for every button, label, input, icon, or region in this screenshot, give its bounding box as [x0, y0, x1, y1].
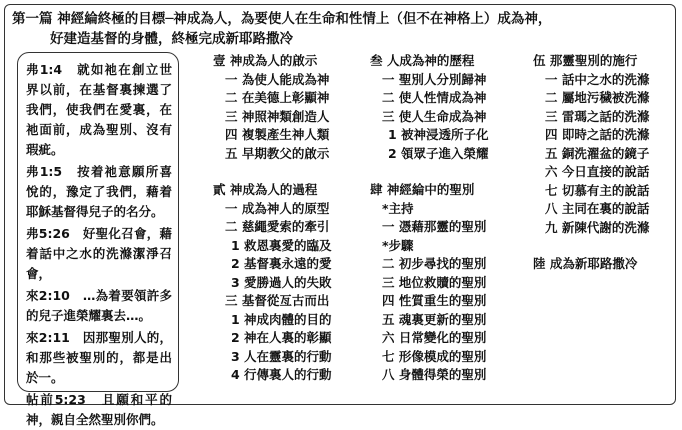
- section-heading: 貳 神成為人的過程: [213, 182, 318, 197]
- verse-text: 弗1:4 就如祂在創立世界以前，在基督裏揀選了我們，使我們在愛裏，在祂面前，成為聖別、沒有瑕疵。: [26, 62, 172, 157]
- outline-item: 三 雷瑪之話的洗滌: [545, 108, 650, 124]
- spacer: [213, 163, 332, 181]
- section-heading: 陸 成為新耶路撒冷: [533, 256, 638, 271]
- verse-text: 弗1:5 按着祂意願所喜悅的，豫定了我們，藉着耶穌基督得兒子的名分。: [26, 164, 172, 219]
- outline-item: 九 新陳代謝的洗滌: [545, 219, 650, 235]
- section-heading: 伍 那靈聖別的施行: [533, 53, 638, 68]
- outline-item: 六 今日直接的說話: [545, 164, 650, 179]
- outline-item: 2 神在人裏的彰顯: [231, 330, 332, 345]
- outline-item: 一 聖別人分別歸神: [382, 71, 487, 87]
- outline-item: 四 複製產生神人類: [225, 127, 330, 142]
- outline-item: 2 領眾子進入榮耀: [388, 145, 489, 161]
- verse-text: 來2:11 因那聖別人的，和那些被聖別的，都是出於一。: [26, 330, 172, 385]
- outline-column-3: [370, 52, 489, 385]
- section-heading: 壹 神成為人的啟示: [213, 53, 318, 68]
- outline-column-4: [533, 52, 649, 274]
- title-line-1: 第一篇 神經綸終極的目標─神成為人，為要使人在生命和性情上（但不在神格上）成為神，: [12, 11, 552, 27]
- outline-item: 3 愛勝過人的失敗: [231, 274, 332, 290]
- outline-item: 二 屬地污穢被洗滌: [545, 90, 650, 105]
- outline-item: 三 基督從亙古而出: [225, 293, 330, 308]
- outline-item: 二 初步尋找的聖別: [382, 256, 487, 271]
- outline-item: *步驟: [382, 237, 414, 253]
- outline-item: 二 使人性情成為神: [382, 90, 487, 105]
- outline-item: 1 被神浸透所子化: [388, 127, 489, 142]
- outline-item: 二 慈繩愛索的牽引: [225, 219, 330, 234]
- outline-item: 八 主同在裏的說話: [545, 201, 650, 216]
- outline-item: 一 話中之水的洗滌: [545, 71, 650, 87]
- outline-item: 一 為使人能成為神: [225, 71, 330, 87]
- outline-item: 3 人在靈裏的行動: [231, 348, 332, 364]
- scripture-verses-box: [17, 52, 179, 427]
- outline-column-2: [213, 52, 332, 385]
- spacer: [370, 163, 489, 181]
- outline-item: 1 神成肉體的目的: [231, 311, 332, 327]
- outline-item: 2 基督裏永遠的愛: [231, 256, 332, 271]
- title-line-2: 好建造基督的身體，終極完成新耶路撒冷: [50, 31, 293, 47]
- outline-item: 1 救恩裏愛的臨及: [231, 237, 332, 253]
- spacer: [533, 237, 649, 255]
- outline-item: 五 銅洗濯盆的鏡子: [545, 145, 650, 161]
- outline-item: 三 神照神類創造人: [225, 108, 330, 124]
- outline-item: 二 在美德上彰顯神: [225, 90, 330, 105]
- outline-item: 七 形像模成的聖別: [382, 348, 487, 364]
- section-heading: 肆 神經綸中的聖別: [370, 182, 475, 197]
- outline-item: 七 切慕有主的說話: [545, 182, 650, 198]
- outline-item: *主持: [382, 200, 414, 216]
- outline-title: [12, 9, 662, 49]
- outline-item: 一 憑藉那靈的聖別: [382, 219, 487, 234]
- outline-item: 4 行傳裏人的行動: [231, 367, 332, 382]
- outline-item: 四 性質重生的聖別: [382, 293, 487, 308]
- outline-item: 八 身體得榮的聖別: [382, 367, 487, 382]
- outline-item: 三 使人生命成為神: [382, 108, 487, 124]
- section-heading: 叁 人成為神的歷程: [370, 53, 475, 68]
- outline-item: 六 日常變化的聖別: [382, 330, 487, 345]
- outline-item: 五 魂裏更新的聖別: [382, 311, 487, 327]
- outline-item: 三 地位救贖的聖別: [382, 274, 487, 290]
- outline-item: 四 即時之話的洗滌: [545, 127, 650, 142]
- outline-item: 五 早期教父的啟示: [225, 145, 330, 161]
- verse-text: 來2:10 …為着要領許多的兒子進榮耀裏去…。: [26, 288, 172, 323]
- verse-text: 弗5:26 好聖化召會，藉着話中之水的洗滌潔淨召會，: [26, 226, 172, 281]
- outline-item: 一 成為神人的原型: [225, 200, 330, 216]
- verse-text: 帖前5:23 且願和平的神，親自全然聖別你們。: [26, 392, 172, 427]
